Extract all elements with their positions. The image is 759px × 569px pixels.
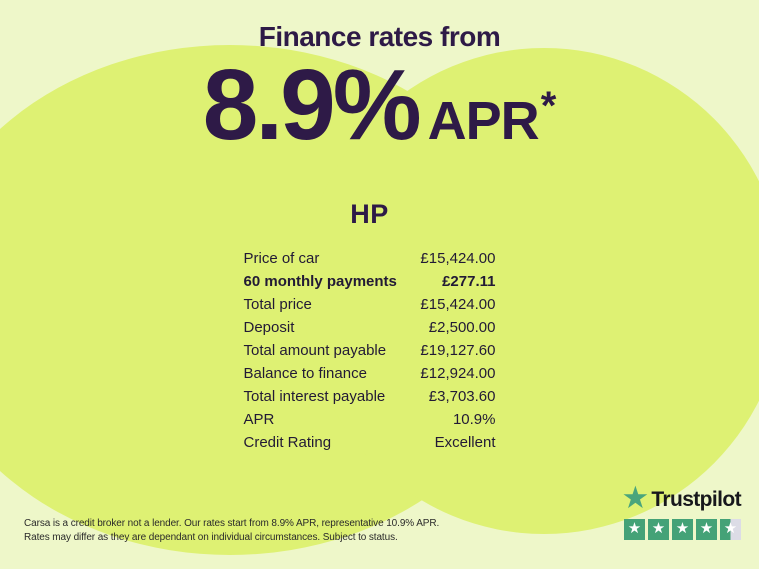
finance-row bbox=[244, 431, 496, 454]
finance-row-value: Excellent bbox=[434, 434, 496, 451]
trustpilot-rating-box bbox=[624, 519, 645, 540]
finance-row-label: Price of car bbox=[243, 250, 320, 267]
disclaimer bbox=[24, 517, 439, 545]
finance-row bbox=[244, 339, 496, 362]
trustpilot-stars bbox=[617, 519, 741, 540]
page-title: Finance rates from bbox=[258, 21, 501, 52]
rate-value: 8.9% bbox=[202, 49, 419, 161]
finance-row bbox=[244, 270, 496, 293]
star-icon: ★ bbox=[627, 520, 642, 537]
finance-row-value: £2,500.00 bbox=[428, 319, 496, 336]
finance-row-label: Total amount payable bbox=[243, 342, 387, 359]
finance-row-label: Total interest payable bbox=[243, 388, 386, 405]
trustpilot-rating-box bbox=[648, 519, 669, 540]
finance-row-value: £15,424.00 bbox=[420, 250, 496, 267]
finance-product-title: HP bbox=[350, 199, 389, 229]
finance-card bbox=[244, 199, 496, 454]
star-icon: ★ bbox=[723, 520, 738, 537]
finance-row bbox=[244, 316, 496, 339]
trustpilot-widget bbox=[617, 480, 741, 540]
finance-row-value: £19,127.60 bbox=[420, 342, 496, 359]
finance-table bbox=[244, 247, 496, 454]
finance-row-label: Balance to finance bbox=[243, 365, 367, 382]
trustpilot-rating-box bbox=[720, 519, 741, 540]
star-icon: ★ bbox=[675, 520, 690, 537]
finance-row bbox=[244, 247, 496, 270]
finance-row-value: £15,424.00 bbox=[420, 296, 496, 313]
trustpilot-star-icon: ★ bbox=[621, 480, 650, 515]
trustpilot-rating-box bbox=[696, 519, 717, 540]
finance-row-value: 10.9% bbox=[452, 411, 496, 428]
finance-row-value: £12,924.00 bbox=[420, 365, 496, 382]
star-icon: ★ bbox=[651, 520, 666, 537]
headline-rate bbox=[0, 49, 759, 161]
trustpilot-logo bbox=[617, 480, 741, 515]
finance-row bbox=[244, 385, 496, 408]
finance-row bbox=[244, 362, 496, 385]
rate-unit: APR bbox=[427, 91, 539, 151]
rate-asterisk: * bbox=[540, 84, 557, 128]
disclaimer-line-2: Rates may differ as they are dependant on individual circumstances. Subject to status. bbox=[24, 532, 398, 543]
finance-row-label: Total price bbox=[243, 296, 312, 313]
finance-row-label: Deposit bbox=[243, 319, 295, 336]
finance-row bbox=[244, 293, 496, 316]
finance-row-label: APR bbox=[243, 411, 275, 428]
disclaimer-line-1: Carsa is a credit broker not a lender. Our rates start from 8.9% APR, representative 10.9% APR. bbox=[24, 518, 440, 529]
finance-row bbox=[244, 408, 496, 431]
finance-row-label: 60 monthly payments bbox=[243, 273, 397, 290]
finance-row-value: £277.11 bbox=[442, 273, 496, 290]
star-icon: ★ bbox=[699, 520, 714, 537]
finance-row-label: Credit Rating bbox=[243, 434, 332, 451]
finance-row-value: £3,703.60 bbox=[428, 388, 496, 405]
trustpilot-rating-box bbox=[672, 519, 693, 540]
trustpilot-brand-text: Trustpilot bbox=[651, 488, 741, 511]
